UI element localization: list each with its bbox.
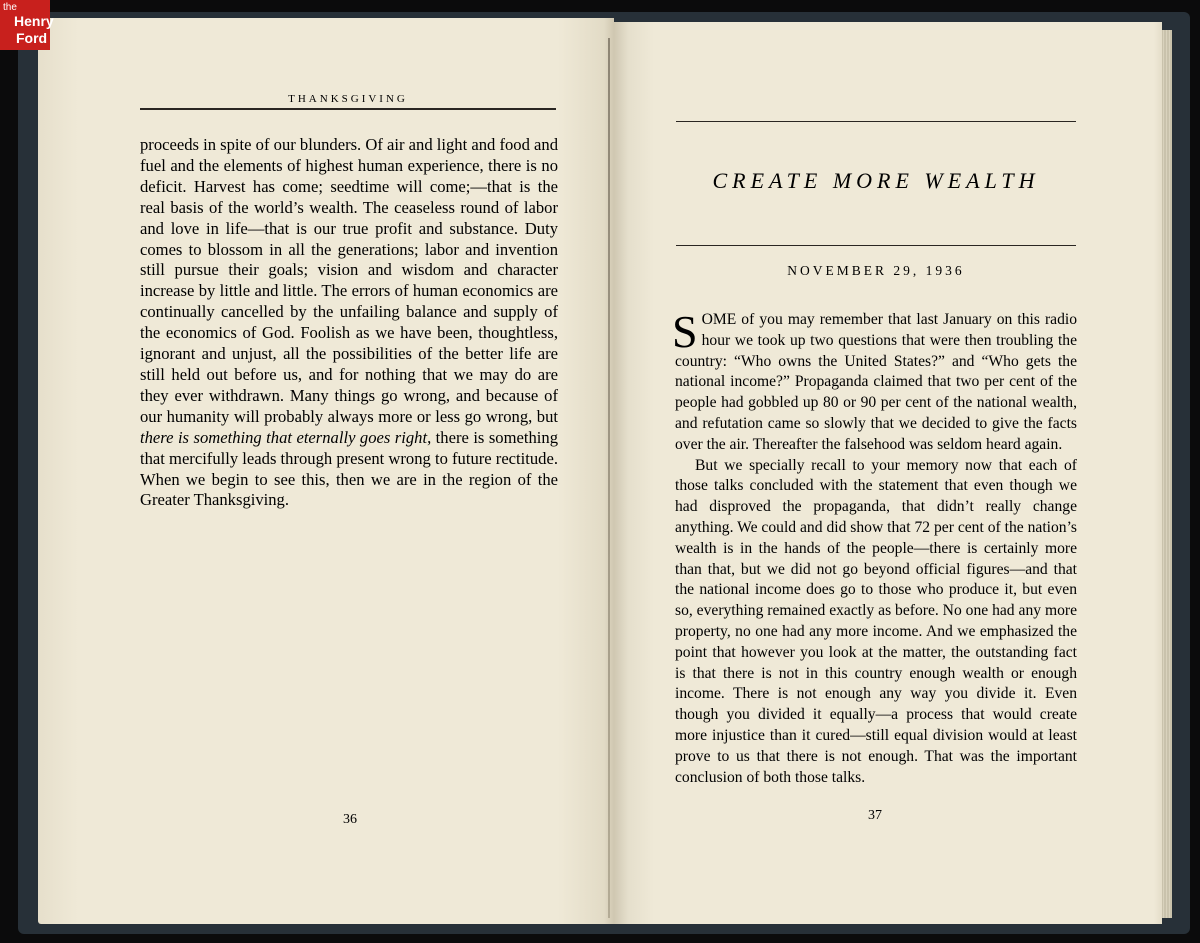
book-gutter <box>608 38 610 918</box>
left-paragraph <box>140 135 558 511</box>
chapter-date: NOVEMBER 29, 1936 <box>787 263 965 278</box>
drop-cap: S <box>672 306 698 357</box>
second-paragraph: But we specially recall to your memory now that each of those talks concluded with the statement that even though we had disproved the propaganda, that didn’t really change anything. We could and did show that 72 per cent of the nation’s wealth is in the hands of the people—there is certainly more than that, but we did not go beyond official figures—and that the national income does go to those who produce it, but even so, everything remained exactly as before. No one had any more property, no one had any more income. And we emphasized the point that however you look at the matter, the outstanding fact is that there is not in this country enough wealth or enough income. There is not enough any way you divide it. Even though you divided it equally—a process that would create more injustice than it cured—still equal division would at least prove to us that there is not enough. That was the important conclusion of both those talks. <box>675 456 1077 786</box>
chapter-title: CREATE MORE WEALTH <box>712 168 1040 193</box>
title-rule-top <box>676 121 1076 122</box>
henry-ford-logo <box>0 0 54 50</box>
logo-text-ford: Ford <box>16 30 48 46</box>
italic-emphasis: there is something that eternally goes right <box>140 427 428 447</box>
running-head: THANKSGIVING <box>288 93 408 105</box>
running-head-rule <box>140 108 556 110</box>
logo-text-henry: Henry <box>14 13 54 29</box>
logo-text-the: the <box>3 2 17 13</box>
text-run: OME of you may remember that last January on this radio hour we took up two questions that were then troubling the country: “Who owns the United States?” and “Who gets the national income?” Propaganda claimed that two per cent of the people had gobbled up 80 or 90 per cent of the national wealth, and refutation came so slowly that we decided to give the facts over the air. Thereafter the falsehood was seldom heard again. <box>675 311 1077 453</box>
right-page-body <box>672 306 1077 788</box>
title-rule-bottom <box>676 245 1076 246</box>
opening-paragraph <box>672 306 1077 456</box>
page-number-right: 37 <box>868 808 882 823</box>
text-run: , there is something that mercifully leads through present wrong to future rectitude. When we begin to see this, then we are in the region of the Greater Thanksgiving. <box>140 427 558 510</box>
text-run: proceeds in spite of our blunders. Of air and light and food and fuel and the elements of highest human experience, there is no deficit. Harvest has come; seedtime will come;—that is the real basis of the world’s wealth. The ceaseless round of labor and love in life—that is our true profit and substance. Duty comes to blossom in all the generations; labor and invention still pursue their goals; vision and wisdom and character increase by little and little. The errors of human economics are continually cancelled by the unfailing balance and supply of the economics of God. Foolish as we have been, thoughtless, ignorant and unjust, all the possibilities of the better life are still held out before us, and for nothing that we may do are they ever withdrawn. Many things go wrong, and because of our humanity will probably always more or less go wrong, but <box>140 135 558 426</box>
left-page-body <box>140 135 558 511</box>
page-number-left: 36 <box>343 812 357 827</box>
